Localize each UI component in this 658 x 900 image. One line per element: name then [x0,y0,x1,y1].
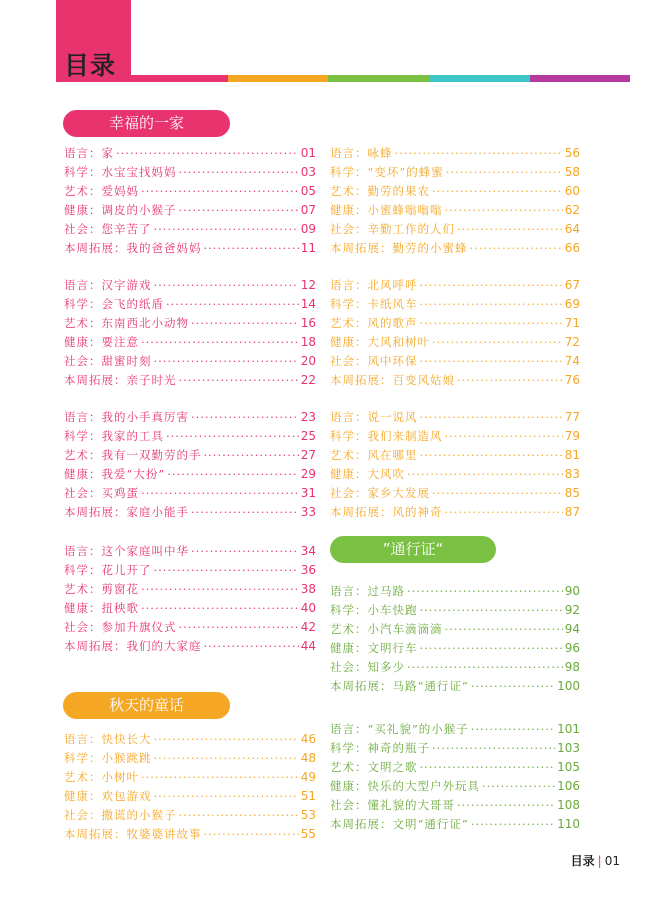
toc-entry[interactable]: 社会：参加升旗仪式 ····· 42 [64,618,316,637]
toc-group-5 [64,730,316,844]
toc-entry[interactable]: 本周拓展：亲子时光 ····· 22 [64,371,316,390]
toc-entry[interactable]: 科学：小猴跳跳 ····· 48 [64,749,316,768]
toc-entry[interactable]: 语言：这个家庭叫中华 ····· 34 [64,542,316,561]
toc-entry[interactable]: 健康：欢包游戏 ····· 51 [64,787,316,806]
toc-entry[interactable]: 健康：大风和树叶 ····· 72 [330,333,580,352]
toc-entry[interactable]: 健康：小蜜蜂嗡嗡嗡 ····· 62 [330,201,580,220]
color-bar-3 [328,75,429,82]
toc-entry[interactable]: 健康：调皮的小猴子 ····· 07 [64,201,316,220]
toc-entry[interactable]: 社会：懂礼貌的大哥哥 ····· 108 [330,796,580,815]
toc-entry[interactable]: 科学：卡纸风车 ····· 69 [330,295,580,314]
toc-entry[interactable]: 艺术：风在哪里 ····· 81 [330,446,580,465]
toc-entry[interactable]: 社会：风中环保 ····· 74 [330,352,580,371]
footer-separator: | [597,854,602,868]
toc-entry[interactable]: 社会：您辛苦了 ····· 09 [64,220,316,239]
toc-entry[interactable]: 健康：大风吹 ····· 83 [330,465,580,484]
toc-entry[interactable]: 健康：扭秧歌 ····· 40 [64,599,316,618]
color-bar-2 [228,75,328,82]
toc-entry[interactable]: 科学：我家的工具 ····· 25 [64,427,316,446]
toc-entry[interactable]: 社会：甜蜜时刻 ····· 20 [64,352,316,371]
toc-entry[interactable]: 科学：神奇的瓶子 ····· 103 [330,739,580,758]
toc-entry[interactable]: 艺术：文明之歌 ····· 105 [330,758,580,777]
toc-entry[interactable]: 本周拓展：我们的大家庭 ····· 44 [64,637,316,656]
toc-entry[interactable]: 艺术：小汽车滴滴滴 ····· 94 [330,620,580,639]
toc-entry[interactable]: 艺术：风的歌声 ····· 71 [330,314,580,333]
toc-entry[interactable]: 本周拓展：马路“通行证” ····· 100 [330,677,580,696]
section-header-family: 幸福的一家 [63,110,230,137]
toc-group-1 [64,144,316,258]
toc-entry[interactable]: 本周拓展：我的爸爸妈妈 ····· 11 [64,239,316,258]
section-header-pass: ”通行证“ [330,536,496,563]
toc-entry[interactable]: 语言：快快长大 ····· 46 [64,730,316,749]
toc-entry[interactable]: 社会：辛勤工作的人们 ····· 64 [330,220,580,239]
toc-entry[interactable]: 科学：水宝宝找妈妈 ····· 03 [64,163,316,182]
toc-group-10 [330,720,580,834]
toc-entry[interactable]: 艺术：剪窗花 ····· 38 [64,580,316,599]
toc-entry[interactable]: 社会：知多少 ····· 98 [330,658,580,677]
toc-entry[interactable]: 语言：汉字游戏 ····· 12 [64,276,316,295]
toc-entry[interactable]: 语言：北风呼呼 ····· 67 [330,276,580,295]
toc-group-9 [330,582,580,696]
section-header-autumn: 秋天的童话 [63,692,230,719]
toc-entry[interactable]: 艺术：爱妈妈 ····· 05 [64,182,316,201]
toc-entry[interactable]: 语言：家 ····· 01 [64,144,316,163]
toc-entry[interactable]: 本周拓展：文明“通行证” ····· 110 [330,815,580,834]
toc-entry[interactable]: 语言：“买礼貌”的小猴子 ····· 101 [330,720,580,739]
toc-entry[interactable]: 科学：“变坏”的蜂蜜 ····· 58 [330,163,580,182]
toc-entry[interactable]: 本周拓展：百变风姑娘 ····· 76 [330,371,580,390]
toc-entry[interactable]: 科学：会飞的纸盾 ····· 14 [64,295,316,314]
toc-entry[interactable]: 语言：我的小手真厉害 ····· 23 [64,408,316,427]
toc-group-3 [64,408,316,522]
footer-page-number: 01 [604,854,620,868]
toc-entry[interactable]: 本周拓展：勤劳的小蜜蜂 ····· 66 [330,239,580,258]
toc-group-4 [64,542,316,656]
toc-entry[interactable]: 语言：说一说风 ····· 77 [330,408,580,427]
toc-entry[interactable]: 科学：我们来制造风 ····· 79 [330,427,580,446]
toc-entry[interactable]: 语言：过马路 ····· 90 [330,582,580,601]
toc-entry[interactable]: 本周拓展：风的神奇 ····· 87 [330,503,580,522]
toc-group-7 [330,276,580,390]
toc-entry[interactable]: 本周拓展：家庭小能手 ····· 33 [64,503,316,522]
color-bar-4 [429,75,530,82]
toc-group-8 [330,408,580,522]
color-bar-5 [530,75,630,82]
toc-entry[interactable]: 本周拓展：牧婆婆讲故事 ····· 55 [64,825,316,844]
toc-entry[interactable]: 科学：花儿开了 ····· 36 [64,561,316,580]
toc-entry[interactable]: 社会：买鸡蛋 ····· 31 [64,484,316,503]
footer-label: 目录 [570,854,595,868]
toc-entry[interactable]: 科学：小车快跑 ····· 92 [330,601,580,620]
toc-entry[interactable]: 健康：快乐的大型户外玩具 ····· 106 [330,777,580,796]
toc-entry[interactable]: 健康：要注意 ····· 18 [64,333,316,352]
toc-entry[interactable]: 语言：咏蜂 ····· 56 [330,144,580,163]
color-bar-1 [131,75,228,82]
toc-entry[interactable]: 艺术：勤劳的果农 ····· 60 [330,182,580,201]
toc-entry[interactable]: 艺术：我有一双勤劳的手 ····· 27 [64,446,316,465]
page-footer [571,852,620,869]
page-title: 目录 [64,51,117,80]
toc-entry[interactable]: 艺术：小树叶 ····· 49 [64,768,316,787]
toc-entry[interactable]: 艺术：东南西北小动物 ····· 16 [64,314,316,333]
toc-group-2 [64,276,316,390]
toc-entry[interactable]: 社会：撒谎的小猴子 ····· 53 [64,806,316,825]
toc-group-6 [330,144,580,258]
toc-entry[interactable]: 健康：我爱“大扮” ····· 29 [64,465,316,484]
toc-entry[interactable]: 健康：文明行车 ····· 96 [330,639,580,658]
toc-entry[interactable]: 社会：家乡大发展 ····· 85 [330,484,580,503]
